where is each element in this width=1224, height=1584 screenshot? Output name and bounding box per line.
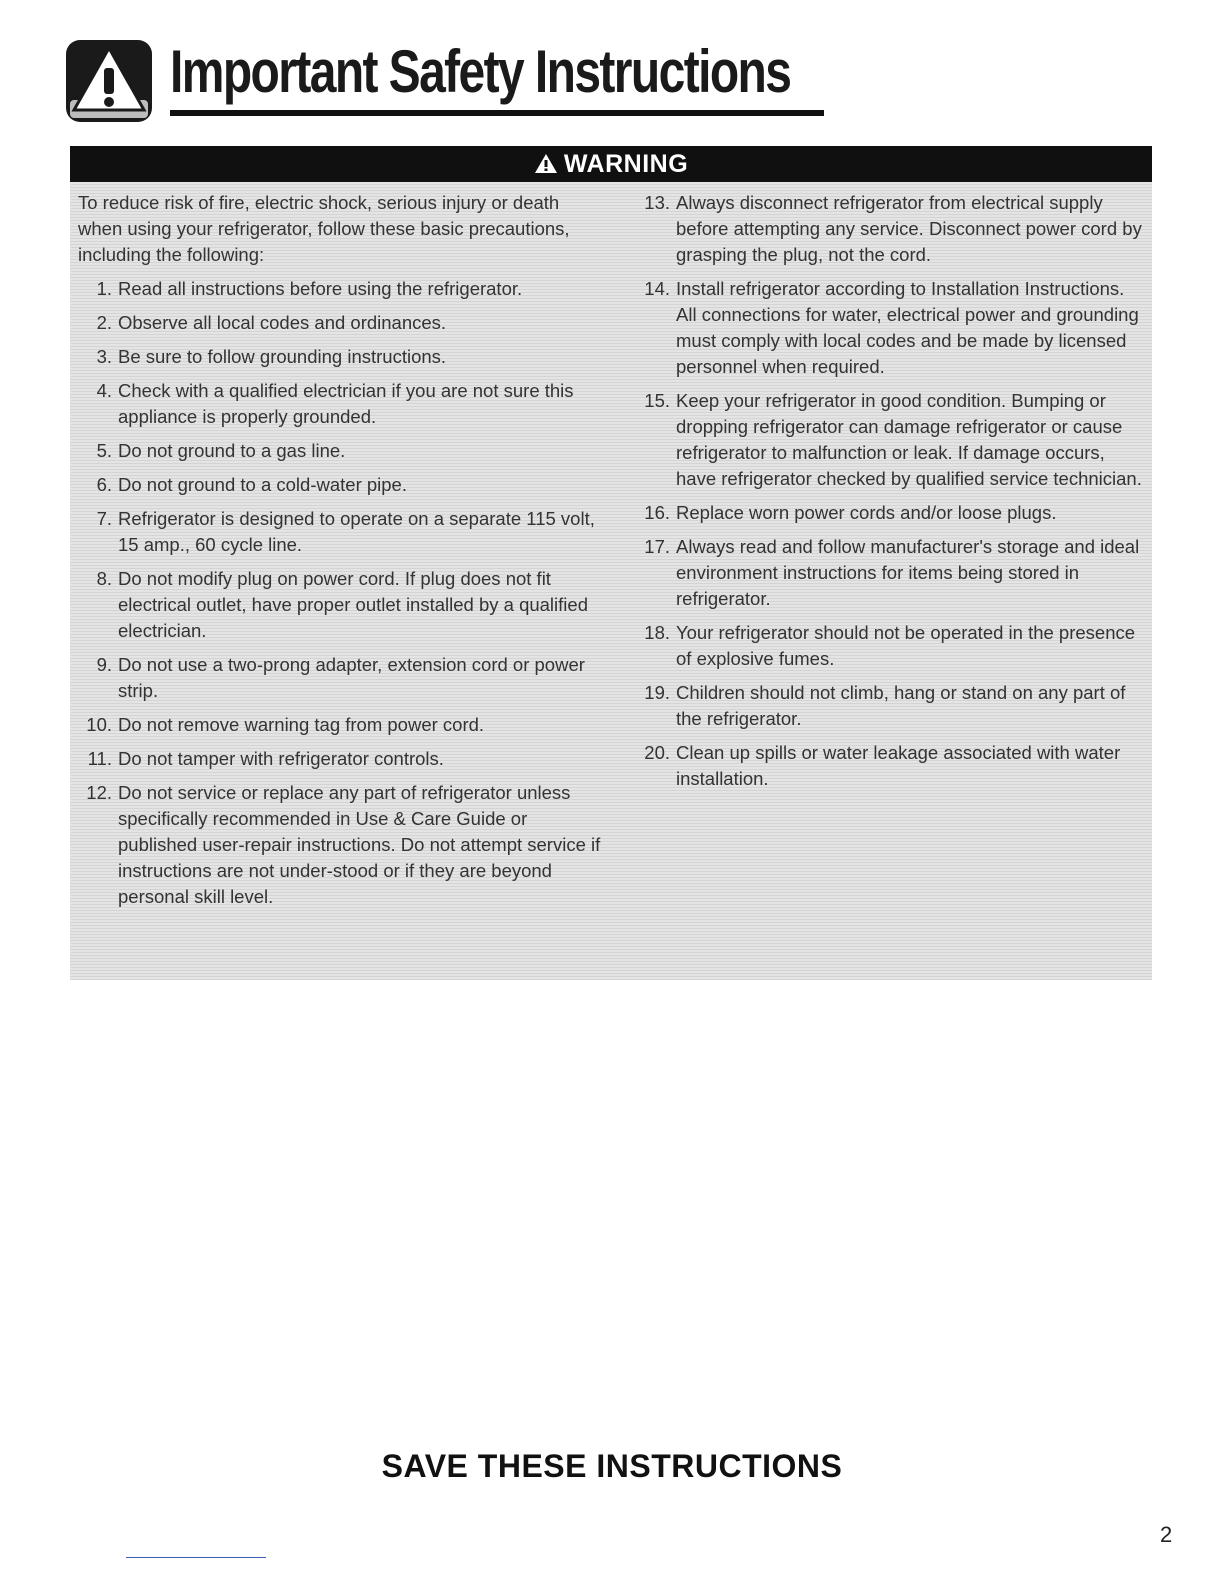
list-item [636,534,1146,612]
title-underline [170,110,824,116]
list-item [78,566,608,644]
item-text: Do not use a two-prong adapter, extension cord or power strip. [118,654,585,701]
item-number: 6. [96,474,112,495]
list-item [636,620,1146,672]
item-text: Do not modify plug on power cord. If plug does not fit electrical outlet, have proper outlet installed by a qualified electrician. [118,568,588,641]
item-number: 20. [644,742,670,763]
list-item [78,276,608,302]
warning-body [70,182,1152,980]
item-text: Always disconnect refrigerator from electrical supply before attempting any service. Disconnect power cord by grasping the plug, not the cord. [676,192,1142,265]
item-number: 4. [96,380,112,401]
item-text: Children should not climb, hang or stand on any part of the refrigerator. [676,682,1126,729]
item-text: Check with a qualified electrician if you are not sure this appliance is properly grounded. [118,380,574,427]
item-number: 2. [96,312,112,333]
item-text: Be sure to follow grounding instructions. [118,346,447,367]
right-column [636,190,1146,800]
list-item [78,712,608,738]
list-item [636,276,1146,380]
item-text: Do not ground to a gas line. [118,440,346,461]
list-item [636,500,1146,526]
item-text: Your refrigerator should not be operated in the presence of explosive fumes. [676,622,1136,669]
item-text: Do not tamper with refrigerator controls. [118,748,444,769]
warning-label: WARNING [563,150,689,178]
item-number: 10. [86,714,112,735]
item-number: 8. [96,568,112,589]
item-number: 7. [96,508,112,529]
item-number: 9. [96,654,112,675]
item-number: 17. [644,536,670,557]
item-text: Read all instructions before using the refrigerator. [118,278,523,299]
item-text: Install refrigerator according to Installation Instructions. All connections for water, electrical power and grounding must comply with local codes and be made by licensed personnel when required. [676,278,1139,377]
item-text: Do not service or replace any part of refrigerator unless specifically recommended in Use & Care Guide or published user-repair instructions. Do not attempt service if instructions are not under-stood or if they are beyond personal skill level. [118,782,601,907]
item-text: Do not ground to a cold-water pipe. [118,474,407,495]
list-item [78,344,608,370]
item-number: 15. [644,390,670,411]
warning-triangle-icon [66,40,152,122]
item-text: Always read and follow manufacturer's storage and ideal environment instructions for items being stored in refrigerator. [676,536,1140,609]
list-item [78,378,608,430]
save-instructions-heading: SAVE THESE INSTRUCTIONS [381,1448,843,1484]
list-item [636,190,1146,268]
list-item [78,472,608,498]
list-item [78,506,608,558]
item-number: 12. [86,782,112,803]
precautions-list-right [636,190,1146,792]
item-number: 14. [644,278,670,299]
item-text: Replace worn power cords and/or loose plugs. [676,502,1057,523]
item-text: Do not remove warning tag from power cord. [118,714,485,735]
item-number: 19. [644,682,670,703]
list-item [78,780,608,910]
item-number: 18. [644,622,670,643]
list-item [636,680,1146,732]
warning-banner [70,146,1152,182]
item-text: Refrigerator is designed to operate on a separate 115 volt, 15 amp., 60 cycle line. [118,508,595,555]
item-text: Keep your refrigerator in good condition. Bumping or dropping refrigerator can damage refrigerator or cause refrigerator to malfunction or leak. If damage occurs, have refrigerator checked by qualified service technician. [676,390,1142,489]
item-number: 16. [644,502,670,523]
item-number: 1. [96,278,112,299]
warning-box [70,146,1152,980]
list-item [78,746,608,772]
precautions-list-left [78,276,608,910]
warning-intro: To reduce risk of fire, electric shock, serious injury or death when using your refrigerator, follow these basic precautions, including the following: [78,192,570,265]
item-number: 13. [644,192,670,213]
page-header [66,30,826,120]
item-text: Clean up spills or water leakage associated with water installation. [676,742,1121,789]
list-item [636,740,1146,792]
item-number: 5. [96,440,112,461]
left-column [78,190,608,918]
page-number: 2 [1160,1522,1173,1547]
list-item [78,438,608,464]
item-text: Observe all local codes and ordinances. [118,312,447,333]
list-item [636,388,1146,492]
warning-triangle-icon [534,153,558,174]
list-item [78,652,608,704]
page-title: Important Safety Instructions [170,38,791,105]
item-number: 11. [87,748,112,769]
footer-rule [126,1557,266,1558]
item-number: 3. [96,346,112,367]
list-item [78,310,608,336]
